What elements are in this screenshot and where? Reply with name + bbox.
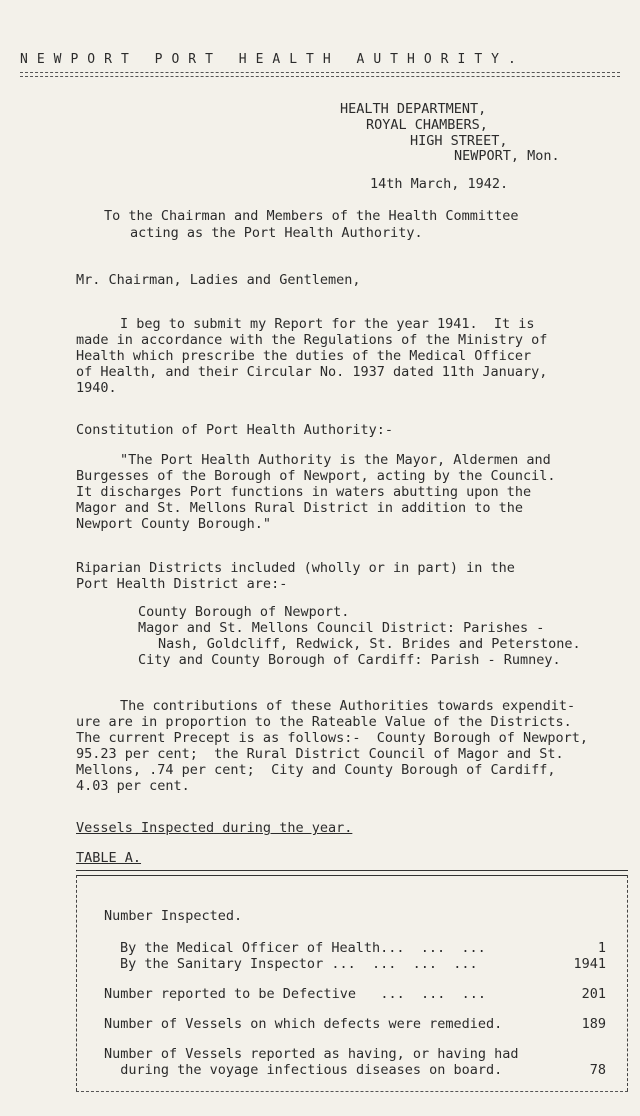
- district-item: County Borough of Newport.: [138, 604, 350, 620]
- paragraph-line: 1940.: [76, 380, 117, 396]
- table-row-label: Number of Vessels reported as having, or having had: [104, 1046, 519, 1062]
- paragraph-line: made in accordance with the Regulations of the Ministry of: [76, 332, 548, 348]
- table-row-value: 189: [581, 1016, 606, 1032]
- table-row-value: 1941: [573, 956, 606, 972]
- salutation: Mr. Chairman, Ladies and Gentlemen,: [76, 272, 361, 288]
- district-item: City and County Borough of Cardiff: Parish - Rumney.: [138, 652, 561, 668]
- paragraph-line: 4.03 per cent.: [76, 778, 190, 794]
- table-row-label: By the Medical Officer of Health... ... ...: [120, 940, 486, 956]
- document-header-title: NEWPORT PORT HEALTH AUTHORITY.: [20, 52, 525, 67]
- paragraph-line: Riparian Districts included (wholly or in part) in the: [76, 560, 515, 576]
- district-item: Magor and St. Mellons Council District: Parishes -: [138, 620, 545, 636]
- section-heading-constitution: Constitution of Port Health Authority:-: [76, 422, 393, 438]
- paragraph-line: Port Health District are:-: [76, 576, 288, 592]
- paragraph-line: "The Port Health Authority is the Mayor, Aldermen and: [120, 452, 551, 468]
- paragraph-line: of Health, and their Circular No. 1937 dated 11th January,: [76, 364, 548, 380]
- table-inner-rule: [76, 875, 628, 876]
- header-rule-top: [20, 72, 620, 73]
- section-heading-vessels: Vessels Inspected during the year.: [76, 820, 353, 836]
- paragraph-line: The current Precept is as follows:- County Borough of Newport,: [76, 730, 589, 746]
- paragraph-line: Health which prescribe the duties of the Medical Officer: [76, 348, 532, 364]
- address-line: HIGH STREET,: [410, 133, 508, 149]
- table-left-border: [76, 875, 77, 1091]
- addressee-line: acting as the Port Health Authority.: [130, 225, 423, 241]
- table-row-value: 78: [589, 1062, 606, 1078]
- paragraph-line: Newport County Borough.": [76, 516, 272, 532]
- table-row-value: 1: [597, 940, 606, 956]
- header-rule-bottom: [20, 76, 620, 77]
- address-line: HEALTH DEPARTMENT,: [340, 101, 487, 117]
- paragraph-line: Burgesses of the Borough of Newport, acting by the Council.: [76, 468, 556, 484]
- table-heading: Number Inspected.: [104, 908, 243, 924]
- paragraph-line: Mellons, .74 per cent; City and County Borough of Cardiff,: [76, 762, 556, 778]
- table-row-value: 201: [581, 986, 606, 1002]
- table-row-label: Number reported to be Defective ... ... ...: [104, 986, 487, 1002]
- table-label: TABLE A.: [76, 850, 142, 866]
- address-line: NEWPORT, Mon.: [454, 148, 560, 164]
- paragraph-line: I beg to submit my Report for the year 1941. It is: [120, 316, 535, 332]
- paragraph-line: 95.23 per cent; the Rural District Council of Magor and St.: [76, 746, 564, 762]
- table-row-label: during the voyage infectious diseases on board.: [104, 1062, 503, 1078]
- paragraph-line: The contributions of these Authorities towards expendit-: [120, 698, 576, 714]
- address-line: ROYAL CHAMBERS,: [366, 117, 488, 133]
- paragraph-line: Magor and St. Mellons Rural District in addition to the: [76, 500, 524, 516]
- paragraph-line: It discharges Port functions in waters abutting upon the: [76, 484, 532, 500]
- table-right-border: [627, 875, 628, 1091]
- addressee-line: To the Chairman and Members of the Health Committee: [104, 208, 519, 224]
- table-row-label: Number of Vessels on which defects were remedied.: [104, 1016, 503, 1032]
- paragraph-line: ure are in proportion to the Rateable Value of the Districts.: [76, 714, 572, 730]
- table-row-label: By the Sanitary Inspector ... ... ... ...: [120, 956, 478, 972]
- letter-date: 14th March, 1942.: [370, 176, 509, 192]
- district-item: Nash, Goldcliff, Redwick, St. Brides and Peterstone.: [158, 636, 581, 652]
